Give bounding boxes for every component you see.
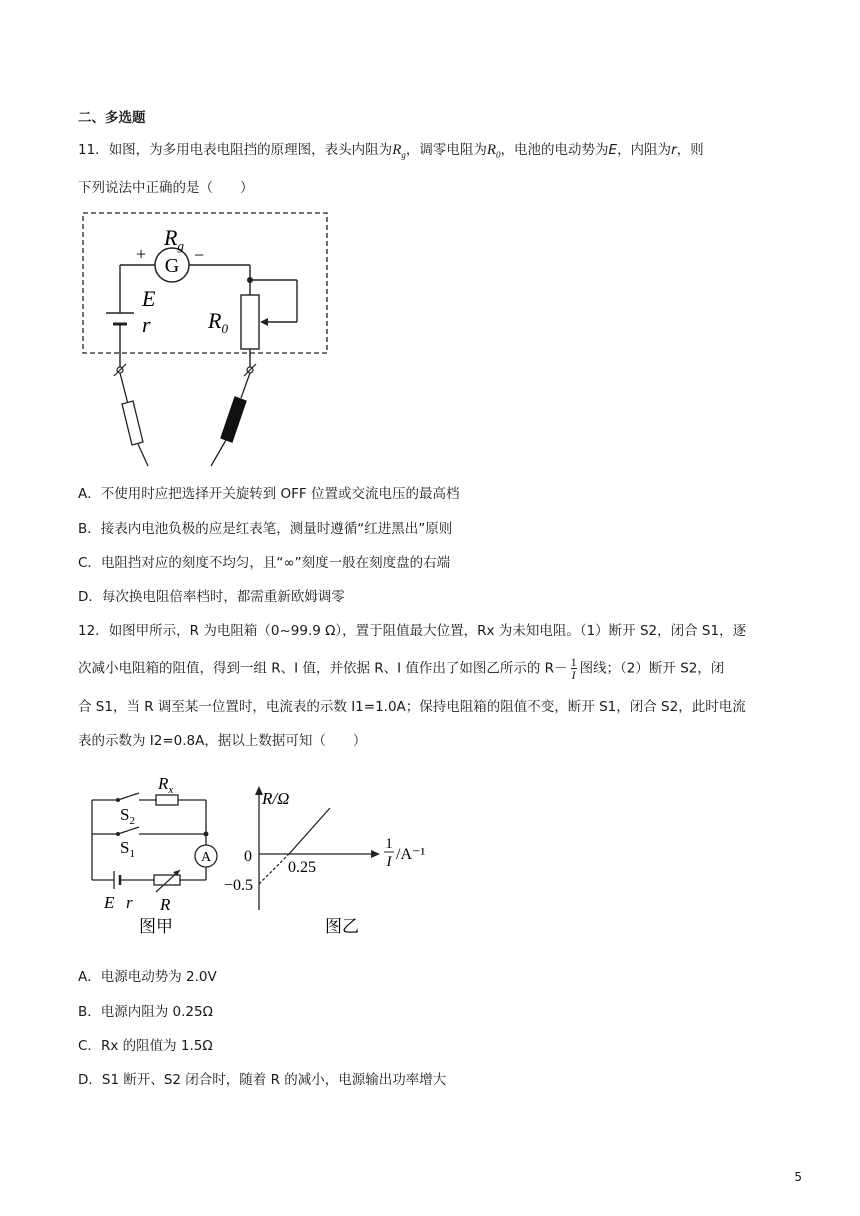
page-number: 5 bbox=[794, 1170, 802, 1184]
svg-text:R/Ω: R/Ω bbox=[262, 789, 290, 808]
q11-symbol-Rg: $R_g$ bbox=[392, 142, 406, 160]
q11-option-b[interactable]: B．接表内电池负极的应是红表笔，测量时遵循“红进黑出”原则 bbox=[78, 521, 453, 537]
section-heading: 二、多选题 bbox=[78, 110, 146, 126]
q12-line4: 表的示数为 I2=0.8A，据以上数据可知（ ） bbox=[78, 733, 367, 749]
q11-symbol-E: E bbox=[608, 142, 618, 158]
figure-a-caption: 图甲 bbox=[139, 917, 173, 936]
svg-text:S1: $S_1$ bbox=[120, 838, 135, 860]
graph-extrapolation-line bbox=[259, 854, 289, 884]
q11-symbol-R0: $R_0$ bbox=[486, 142, 501, 160]
r0-label: $R_0$ bbox=[208, 308, 228, 336]
r0-resistor bbox=[241, 295, 259, 349]
q12-circuit-figure-a bbox=[84, 770, 234, 940]
svg-text:0: 0 bbox=[244, 848, 252, 865]
q11-option-d[interactable]: D．每次换电阻倍率档时，都需重新欧姆调零 bbox=[78, 589, 345, 605]
q12-line2: 次减小电阻箱的阻值，得到一组 R、I 值，并依据 R、I 值作出了如图乙所示的 R－ $\frac{1}{I}$ 图线；（2）断开 S2，闭 bbox=[78, 655, 725, 682]
q12-option-b[interactable]: B．电源内阻为 0.25Ω bbox=[78, 1004, 213, 1020]
svg-text:S2: $S_2$ bbox=[120, 805, 135, 827]
q11-line1: 11．如图，为多用电表电阻挡的原理图，表头内阻为$R_g$，调零电阻为$R_0$，电池的电动势为E，内阻为r，则 bbox=[78, 142, 704, 160]
r-variable-resistor bbox=[154, 875, 180, 885]
q12-option-a[interactable]: A．电源电动势为 2.0V bbox=[78, 969, 217, 985]
q12-number: 12． bbox=[78, 623, 109, 639]
svg-text:0.25: 0.25 bbox=[288, 859, 316, 876]
svg-text:G: G bbox=[164, 255, 180, 277]
q11-circuit-diagram bbox=[80, 208, 340, 470]
q12-line3: 合 S1，当 R 调至某一位置时，电流表的示数 I1=1.0A；保持电阻箱的阻值不变，断开 S1，闭合 S2，此时电流 bbox=[78, 699, 746, 715]
q11-option-c[interactable]: C．电阻挡对应的刻度不均匀，且“∞”刻度一般在刻度盘的右端 bbox=[78, 555, 451, 571]
svg-text:I: I bbox=[386, 854, 392, 870]
q12-option-d[interactable]: D．S1 断开、S2 闭合时，随着 R 的减小，电源输出功率增大 bbox=[78, 1072, 447, 1088]
svg-text:/A⁻¹: /A⁻¹ bbox=[396, 846, 426, 863]
q11-line2: 下列说法中正确的是（ ） bbox=[78, 180, 254, 196]
red-probe-icon bbox=[122, 401, 143, 445]
q11-symbol-r: r bbox=[671, 142, 677, 158]
graph-line bbox=[289, 808, 330, 854]
rg-label: $R_g$ bbox=[164, 225, 184, 253]
svg-text:r: r bbox=[142, 312, 151, 337]
q12-graph-figure-b bbox=[224, 780, 444, 942]
q12-line1: 12．如图甲所示，R 为电阻箱（0~99.9 Ω），置于阻值最大位置，Rx 为未知电阻。（1）断开 S2，闭合 S1，逐 bbox=[78, 623, 747, 639]
svg-text:E: E bbox=[104, 893, 115, 912]
q11-number: 11． bbox=[78, 142, 109, 158]
rx-resistor bbox=[156, 795, 178, 805]
figure-b-caption: 图乙 bbox=[325, 917, 359, 936]
q12-option-c[interactable]: C．Rx 的阻值为 1.5Ω bbox=[78, 1038, 213, 1054]
svg-text:R: R bbox=[160, 895, 171, 914]
svg-text:r: r bbox=[126, 893, 133, 912]
svg-text:Rx: $R_x$ bbox=[158, 774, 174, 796]
svg-text:E: E bbox=[142, 286, 156, 311]
svg-text:1: 1 bbox=[385, 836, 393, 852]
svg-text:A: A bbox=[200, 850, 212, 865]
q12-fraction: $\frac{1}{I}$ bbox=[570, 655, 577, 682]
svg-text:−: − bbox=[194, 245, 205, 265]
black-probe-icon bbox=[221, 397, 246, 442]
svg-text:−0.5: −0.5 bbox=[224, 877, 254, 894]
svg-text:+: + bbox=[136, 244, 147, 264]
q11-option-a[interactable]: A．不使用时应把选择开关旋转到 OFF 位置或交流电压的最高档 bbox=[78, 486, 460, 502]
